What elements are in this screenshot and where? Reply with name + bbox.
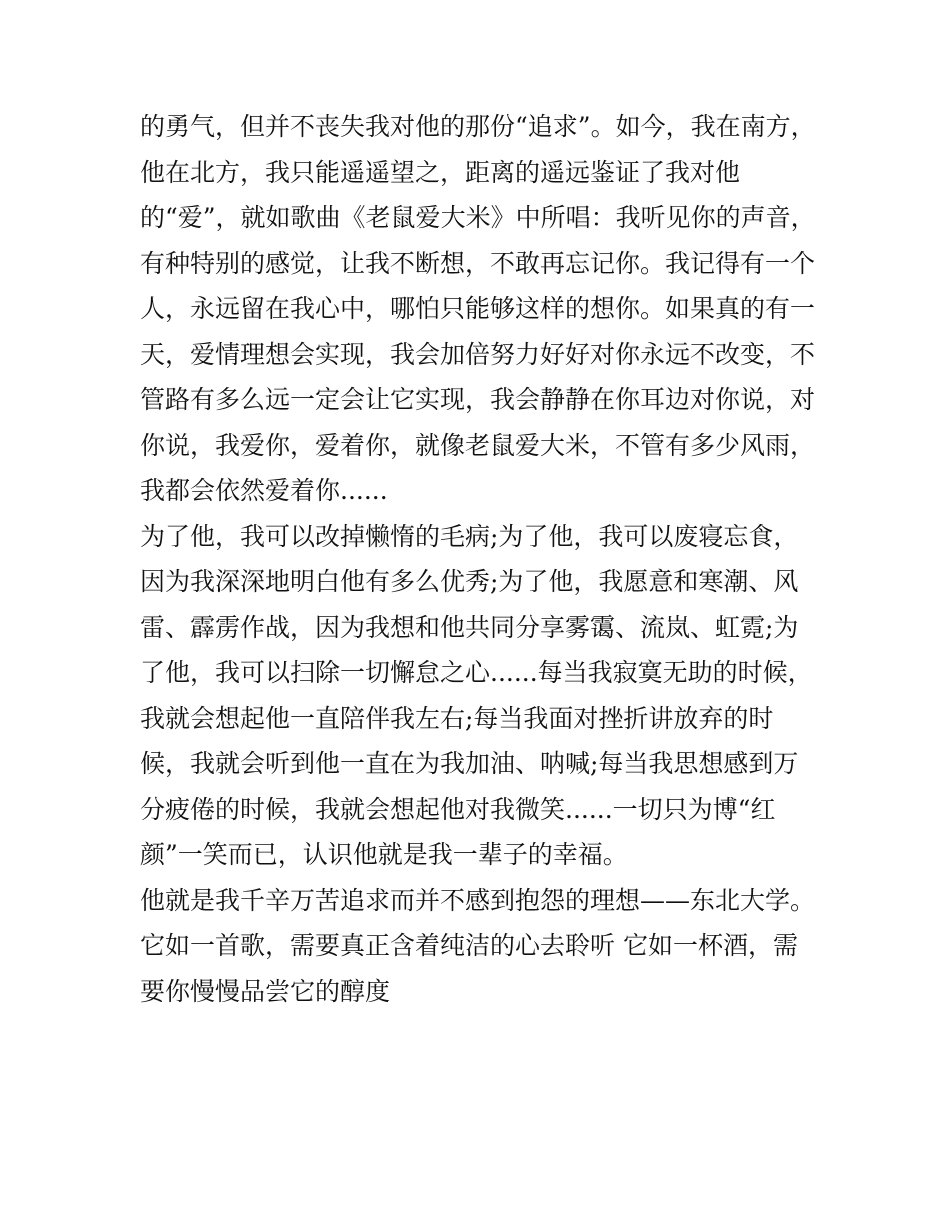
text-line: 我就会想起他一直陪伴我左右;每当我面对挫折讲放弃的时 [140,703,774,733]
text-line: 因为我深深地明白他有多么优秀;为了他，我愿意和寒潮、风 [140,567,799,596]
text-line: 为了他，我可以改掉懒惰的毛病;为了他，我可以废寝忘食， [140,521,799,551]
text-line: 管路有多么远一定会让它实现，我会静静在你耳边对你说，对 [140,385,816,414]
text-line: 他就是我千辛万苦追求而并不感到抱怨的理想——东北大学。 [140,885,816,915]
text-line: 有种特别的感觉，让我不断想，不敢再忘记你。我记得有一个 [140,248,816,278]
text-line: 雷、霹雳作战，因为我想和他共同分享雾霭、流岚、虹霓;为 [140,612,799,642]
text-line: 你说，我爱你，爱着你，就像老鼠爱大米，不管有多少风雨， [140,430,816,460]
text-line: 分疲倦的时候，我就会想起他对我微笑......一切只为博“红 [140,794,776,824]
text-line: 颜”一笑而已，认识他就是我一辈子的幸福。 [140,840,628,869]
text-line: 他在北方，我只能遥遥望之，距离的遥远鉴证了我对他 [140,157,741,187]
text-line: 了他，我可以扫除一切懈怠之心......每当我寂寞无助的时候， [140,658,813,687]
body-text [140,104,820,1014]
text-line: 它如一首歌，需要真正含着纯洁的心去聆听 它如一杯酒，需 [140,931,798,960]
text-line: 的“爱”，就如歌曲《老鼠爱大米》中所唱：我听见你的声音， [140,203,816,232]
text-line: 的勇气，但并不丧失我对他的那份“追求”。如今，我在南方， [140,112,816,141]
text-line: 候，我就会听到他一直在为我加油、呐喊;每当我思想感到万 [140,749,799,778]
text-line: 我都会依然爱着你...... [140,476,388,505]
text-line: 要你慢慢品尝它的醇度 [140,976,391,1006]
text-line: 人，永远留在我心中，哪怕只能够这样的想你。如果真的有一 [140,294,816,323]
text-line: 天，爱情理想会实现，我会加倍努力好好对你永远不改变，不 [140,339,816,369]
